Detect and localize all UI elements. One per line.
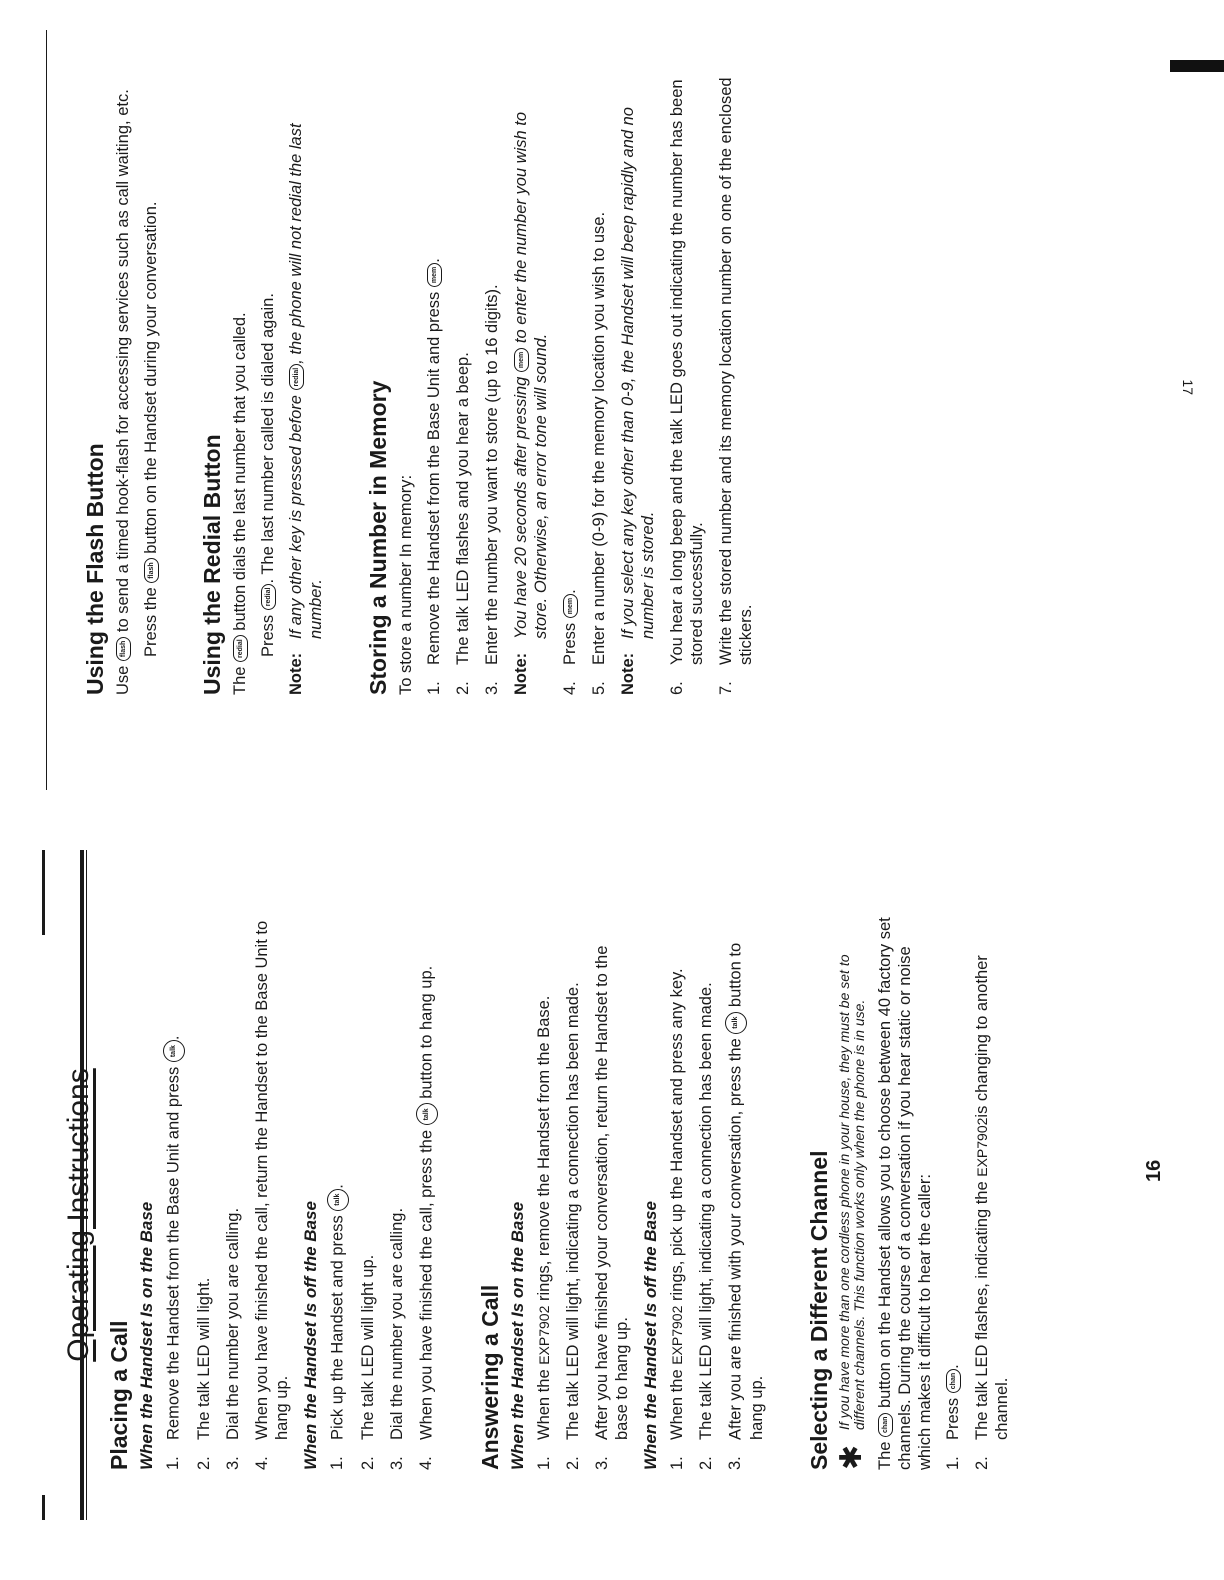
top-rule-left: [42, 1495, 45, 1520]
list-item: 4. When you have finished the call, press the talk button to hang up.: [416, 910, 438, 1470]
channel-intro: The chan button on the Handset allows you to choose between 40 factory set channels. During the course of a conversation if you hear static or noise which makes it difficult to hear the caller:: [876, 917, 934, 1470]
chan-button-icon: chan: [878, 1413, 893, 1437]
list-item: 3. After you are finished with your conversation, press the talk button to hang up.: [726, 942, 766, 1470]
list-item: 1. Remove the Handset from the Base Unit and press mem.: [425, 258, 443, 695]
list-item: 5. Enter a number (0-9) for the memory location you wish to use.: [590, 211, 608, 695]
redial-heading: Using the Redial Button: [199, 434, 225, 695]
list-item: 1. Pick up the Handset and press talk.: [327, 910, 349, 1470]
channel-heading: Selecting a Different Channel: [806, 1150, 832, 1470]
memory-heading: Storing a Number in Memory: [365, 380, 391, 695]
list-item: 2. The talk LED will light.: [195, 1277, 213, 1470]
placing-off-base-subheading: When the Handset Is off the Base: [301, 1201, 320, 1470]
list-item: 6. You hear a long beep and the talk LED goes out indicating the number has been stored successfully.: [668, 79, 706, 695]
list-item: 2. The talk LED flashes, indicating the EXP7902is changing to another channel.: [973, 955, 1011, 1470]
redial-instruction: Press redial. The last number called is dialed again.: [259, 293, 277, 657]
list-item: 3. Dial the number you are calling.: [224, 1207, 242, 1470]
page-number-16: 16: [1143, 1159, 1165, 1182]
top-rule-right: [42, 850, 45, 935]
page-17-column: [82, 75, 765, 695]
placing-off-base-steps: [327, 910, 438, 1470]
memory-note-2: Note: If you select any key other than 0-9, the Handset will beep rapidly and no number is stored.: [619, 107, 657, 695]
mem-button-icon: mem: [514, 348, 529, 372]
page-16: [0, 790, 1224, 1580]
page-title: Operating Instructions: [62, 1068, 95, 1362]
asterisk-icon: ✱: [835, 1444, 868, 1470]
placing-on-base-steps: [163, 910, 292, 1470]
flash-heading: Using the Flash Button: [82, 443, 108, 695]
page-16-column: [106, 910, 1021, 1470]
memory-steps-b: [560, 75, 609, 695]
mem-button-icon: mem: [563, 594, 578, 618]
flash-button-icon: flash: [116, 637, 131, 661]
channel-star-note: ✱ If you have more than one cordless phone in your house, they must be set to different channels. This function works only when the phone is in use.: [835, 954, 868, 1470]
page-number-17: 17: [1180, 379, 1196, 395]
mem-button-icon: mem: [427, 263, 442, 287]
memory-note-1: Note: You have 20 seconds after pressing mem to enter the number you wish to store. Otherwise, an error tone will sound.: [512, 111, 550, 695]
placing-call-heading: Placing a Call: [106, 1320, 132, 1470]
channel-steps: [943, 910, 1012, 1470]
list-item: 7. Write the stored number and its memory location number on one of the enclosed stickers.: [717, 77, 755, 695]
list-item: 1. When the EXP7902 rings, remove the Handset from the Base.: [535, 995, 553, 1470]
list-item: 3. Dial the number you are calling.: [388, 1207, 406, 1470]
list-item: 2. The talk LED will light, indicating a connection has been made.: [697, 982, 715, 1470]
talk-button-icon: talk: [163, 1040, 185, 1062]
placing-on-base-subheading: When the Handset Is on the Base: [137, 1201, 156, 1470]
list-item: 1. When the EXP7902 rings, pick up the Handset and press any key.: [668, 968, 686, 1470]
chan-button-icon: chan: [946, 1369, 961, 1393]
memory-intro: To store a number In memory:: [397, 474, 415, 695]
answering-on-base-steps: [534, 910, 632, 1470]
redial-button-icon: redial: [289, 364, 304, 391]
talk-button-icon: talk: [725, 1012, 747, 1034]
list-item: 2. The talk LED will light up.: [359, 1254, 377, 1470]
answering-on-base-subheading: When the Handset Is on the Base: [508, 1201, 527, 1470]
list-item: 3. After you have finished your conversation, return the Handset to the base to hang up.: [593, 945, 631, 1470]
talk-button-icon: talk: [416, 1103, 438, 1125]
list-item: 2. The talk LED flashes and you hear a beep.: [454, 352, 472, 695]
flash-intro: Use flash to send a timed hook-flash for accessing services such as call waiting, etc.: [114, 89, 132, 695]
list-item: 1. Remove the Handset from the Base Unit and press talk.: [163, 910, 185, 1470]
redial-intro: The redial button dials the last number that you called.: [231, 312, 249, 695]
list-item: 4. Press mem.: [561, 589, 579, 695]
memory-steps-c: [667, 75, 756, 695]
redial-button-icon: redial: [261, 584, 276, 611]
top-rule: [46, 30, 47, 790]
list-item: 1. Press chan.: [944, 1364, 962, 1470]
redial-note: Note: If any other key is pressed before redial, the phone will not redial the last number.: [287, 123, 325, 695]
talk-button-icon: talk: [327, 1189, 349, 1211]
list-item: 2. The talk LED will light, indicating a connection has been made.: [564, 982, 582, 1470]
list-item: 4. When you have finished the call, return the Handset to the Base Unit to hang up.: [253, 920, 291, 1470]
answering-off-base-steps: [667, 910, 767, 1470]
redial-button-icon: redial: [233, 635, 248, 662]
flash-instruction: Press the flash button on the Handset during your conversation.: [142, 201, 160, 657]
list-item: 3. Enter the number you want to store (up to 16 digits).: [483, 284, 501, 695]
answering-call-heading: Answering a Call: [477, 1284, 503, 1470]
edge-mark: [1170, 60, 1224, 72]
memory-steps-a: [424, 75, 502, 695]
answering-off-base-subheading: When the Handset Is off the Base: [641, 1201, 660, 1470]
flash-button-icon: flash: [144, 558, 159, 582]
